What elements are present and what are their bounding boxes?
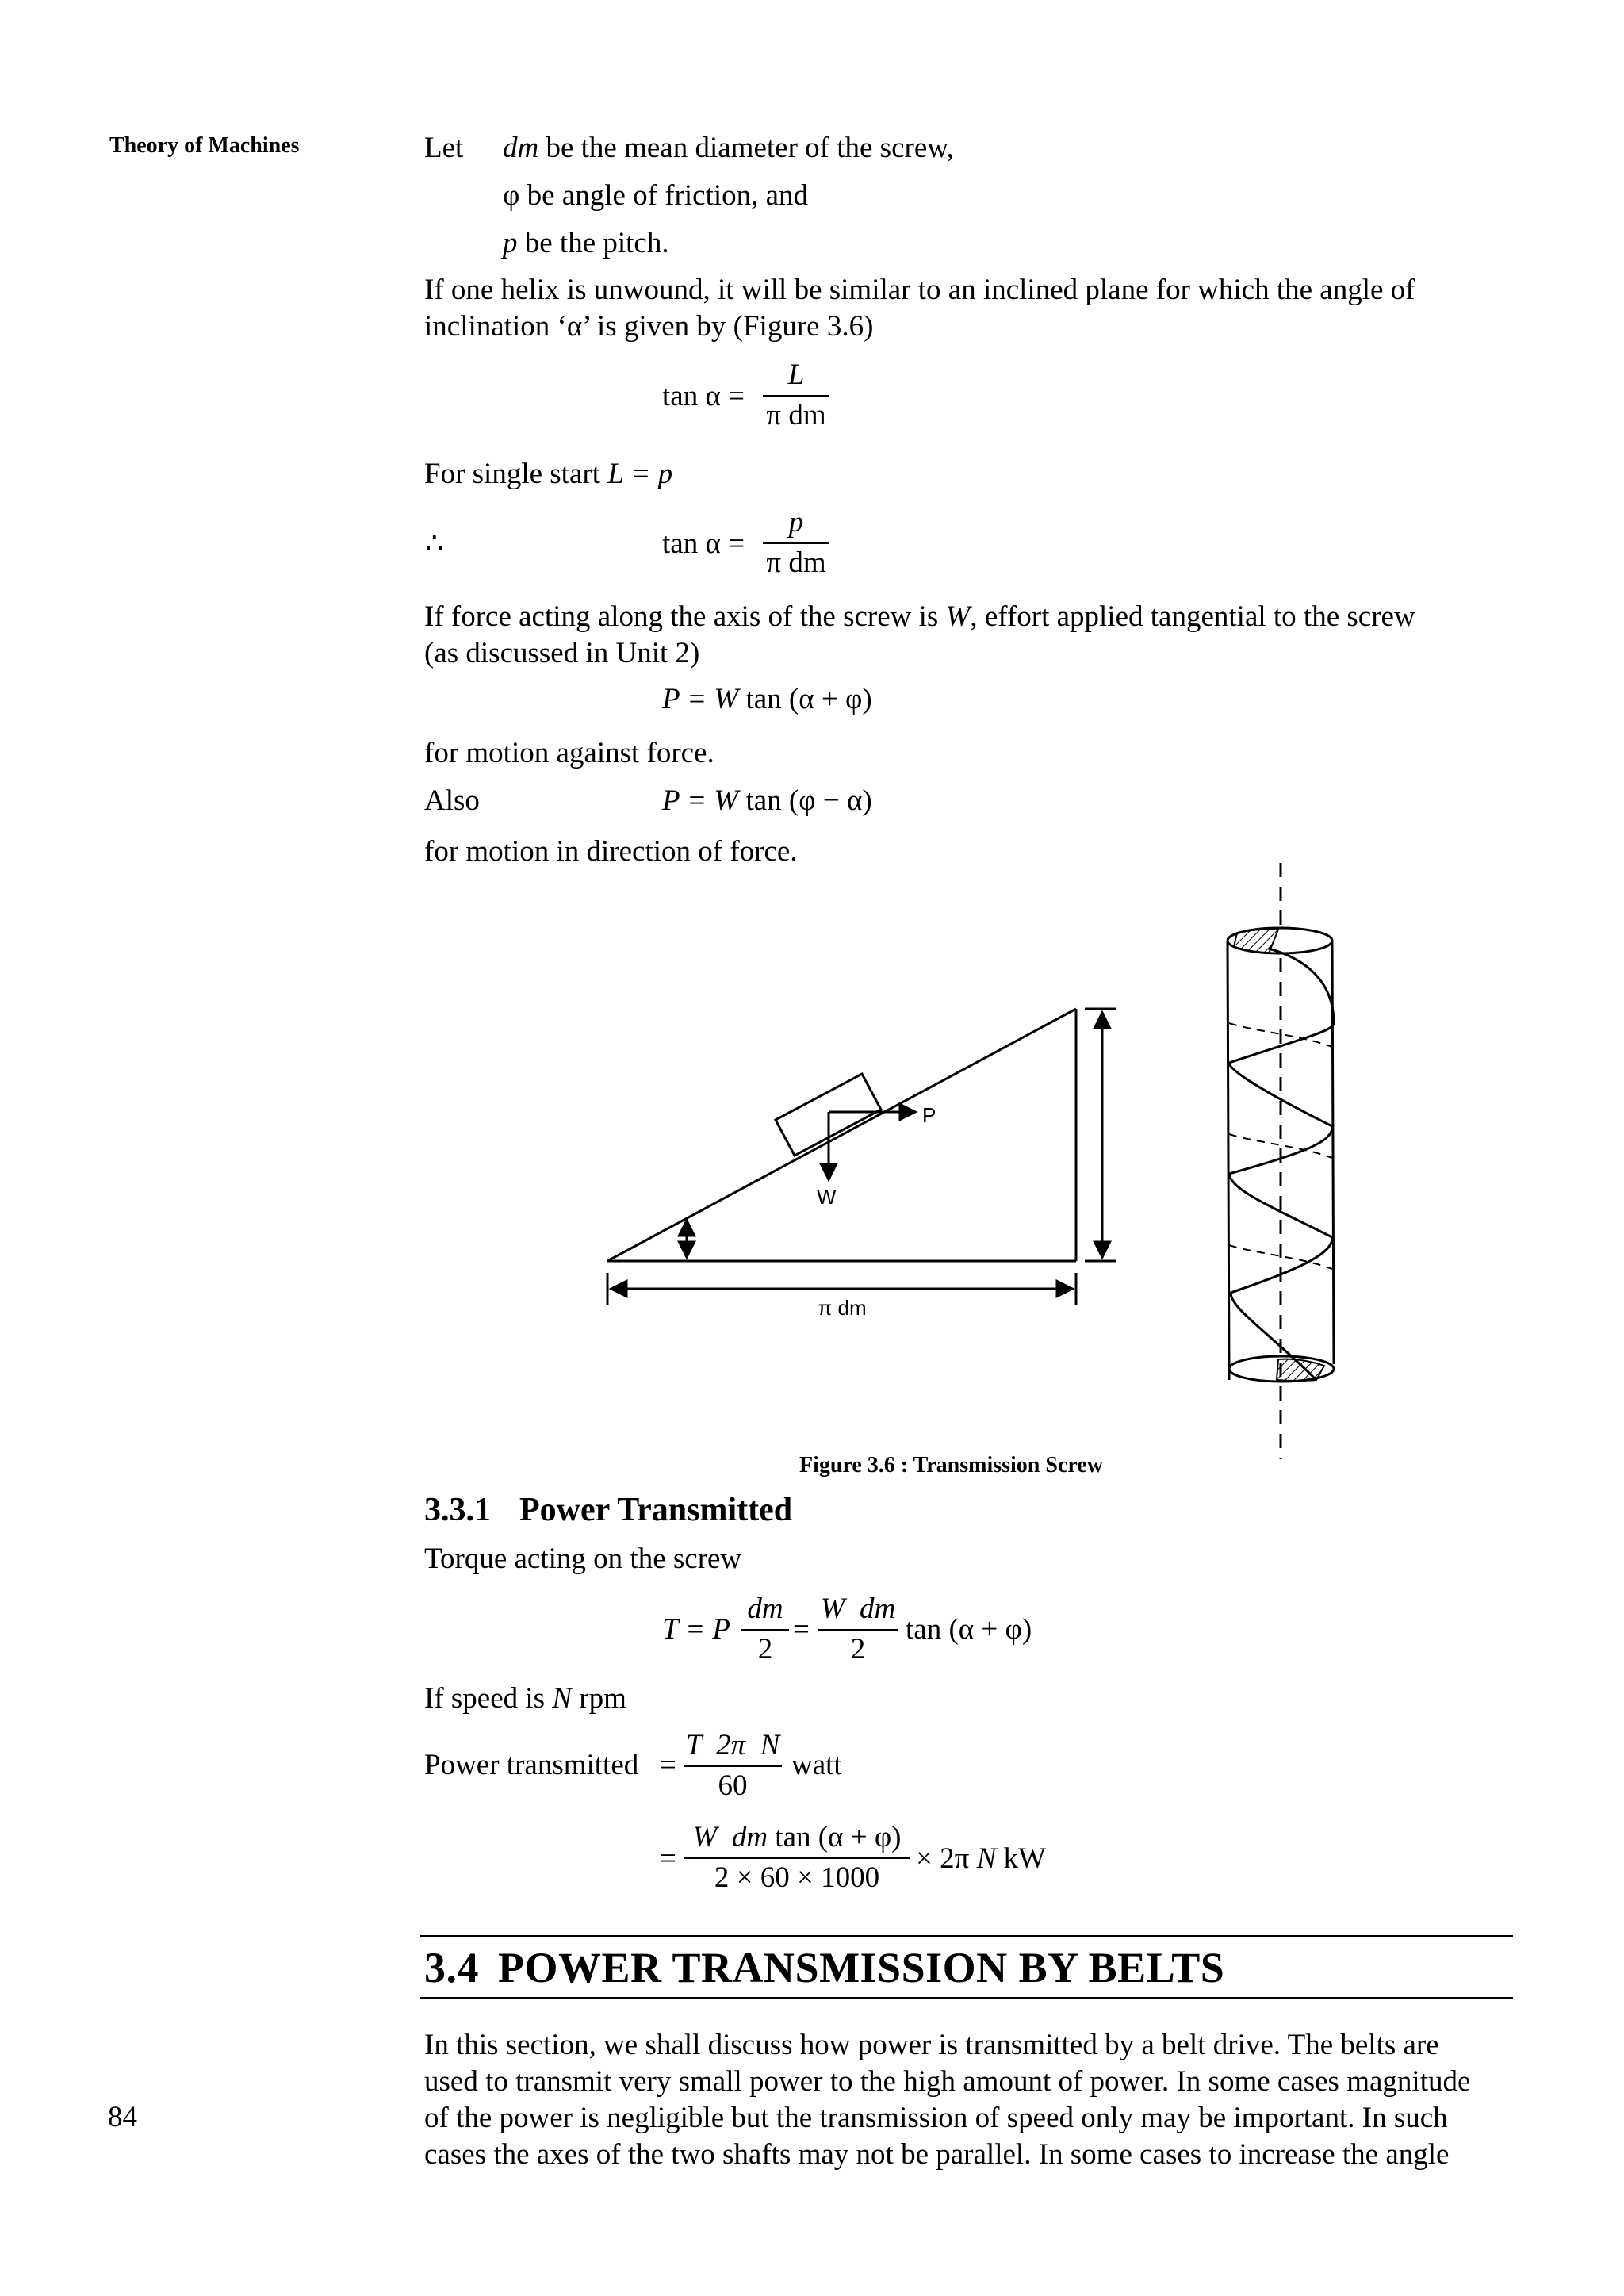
eq7-fraction: W dm tan (α + φ) 2 × 60 × 1000 xyxy=(684,1821,910,1895)
var-p: p xyxy=(503,227,518,259)
var-W: W xyxy=(945,600,971,633)
eq6-unit: watt xyxy=(791,1749,842,1781)
label-pi-dm: π dm xyxy=(818,1296,867,1320)
eq7-equals: = xyxy=(660,1842,676,1875)
power-transmitted-label: Power transmitted xyxy=(424,1749,639,1781)
helix-paragraph-line-1: If one helix is unwound, it will be similar to an inclined plane for which the angle of xyxy=(424,274,1415,306)
single-start-text: For single start xyxy=(424,458,608,490)
eq5-rest: tan (α + φ) xyxy=(906,1613,1032,1646)
eq2-denominator: π dm xyxy=(766,546,826,579)
definition-dm-text: be the mean diameter of the screw, xyxy=(538,132,954,164)
belts-paragraph-line-4: cases the axes of the two shafts may not be parallel. In some cases to increase the angle xyxy=(424,2138,1450,2171)
motion-direction-text: for motion in direction of force. xyxy=(424,835,798,868)
definition-p-text: be the pitch. xyxy=(517,227,669,259)
belts-paragraph-line-2: used to transmit very small power to the high amount of power. In some cases magnitude xyxy=(424,2065,1471,2098)
eq7-rest: × 2π N kW xyxy=(916,1842,1046,1875)
helix-paragraph-line-2: inclination ‘α’ is given by (Figure 3.6) xyxy=(424,310,874,343)
section-34-heading: 3.4 POWER TRANSMISSION BY BELTS xyxy=(424,1944,1225,1991)
eq2-numerator: p xyxy=(788,506,804,539)
speed-text: If speed is N rpm xyxy=(424,1682,626,1715)
label-W: W xyxy=(817,1185,837,1209)
cylinder-left-edge xyxy=(1228,941,1229,1380)
eq5-lhs: T = P xyxy=(662,1613,730,1646)
eq3-rest: tan (α + φ) xyxy=(738,683,872,715)
plane-hypotenuse xyxy=(607,1009,1076,1261)
height-dimension xyxy=(1085,1009,1116,1261)
eq1-numerator: L xyxy=(787,358,805,391)
force-paragraph-line-1: If force acting along the axis of the screw is W, effort applied tangential to the screw xyxy=(424,600,1415,633)
label-P: P xyxy=(922,1103,936,1127)
inclined-plane xyxy=(607,1009,1076,1261)
symbol-phi: φ xyxy=(503,179,520,212)
figure-caption: Figure 3.6 : Transmission Screw xyxy=(799,1453,1103,1478)
section-34-bottom-rule xyxy=(420,1997,1513,1999)
belts-paragraph-line-3: of the power is negligible but the transmission of speed only may be important. In such xyxy=(424,2102,1448,2134)
eq4-rest: tan (φ − α) xyxy=(738,784,872,817)
single-start-eq: L = p xyxy=(607,458,673,490)
eq2-lhs: tan α = xyxy=(662,527,745,560)
screw-cylinder xyxy=(1228,863,1334,1459)
running-header: Theory of Machines xyxy=(109,133,300,158)
section-331-heading: 3.3.1 Power Transmitted xyxy=(424,1492,793,1528)
eq5-fraction-1: dm 2 xyxy=(741,1593,789,1666)
eq3-var: P = W xyxy=(662,683,739,715)
let-word: Let xyxy=(424,132,464,164)
force-paragraph-line-2: (as discussed in Unit 2) xyxy=(424,637,700,669)
also-word: Also xyxy=(424,784,480,817)
eq6-equals: = xyxy=(660,1749,676,1781)
var-dm: dm xyxy=(503,132,539,164)
eq1-denominator: π dm xyxy=(766,398,826,431)
motion-against-text: for motion against force. xyxy=(424,737,714,769)
page-number: 84 xyxy=(108,2101,137,2133)
eq4-var: P = W xyxy=(662,784,739,817)
definition-phi-text: be angle of friction, and xyxy=(519,179,809,212)
eq5-fraction-2: W dm 2 xyxy=(818,1593,898,1666)
eq5-equals: = xyxy=(793,1613,810,1646)
bottom-thread-section xyxy=(1277,1359,1324,1381)
section-34-top-rule xyxy=(420,1935,1513,1937)
eq6-fraction: T 2π N 60 xyxy=(684,1729,782,1803)
eq1-lhs: tan α = xyxy=(662,380,745,412)
belts-paragraph-line-1: In this section, we shall discuss how power is transmitted by a belt drive. The belts are xyxy=(424,2029,1439,2061)
torque-text: Torque acting on the screw xyxy=(424,1543,742,1575)
therefore-symbol: ∴ xyxy=(425,527,444,560)
